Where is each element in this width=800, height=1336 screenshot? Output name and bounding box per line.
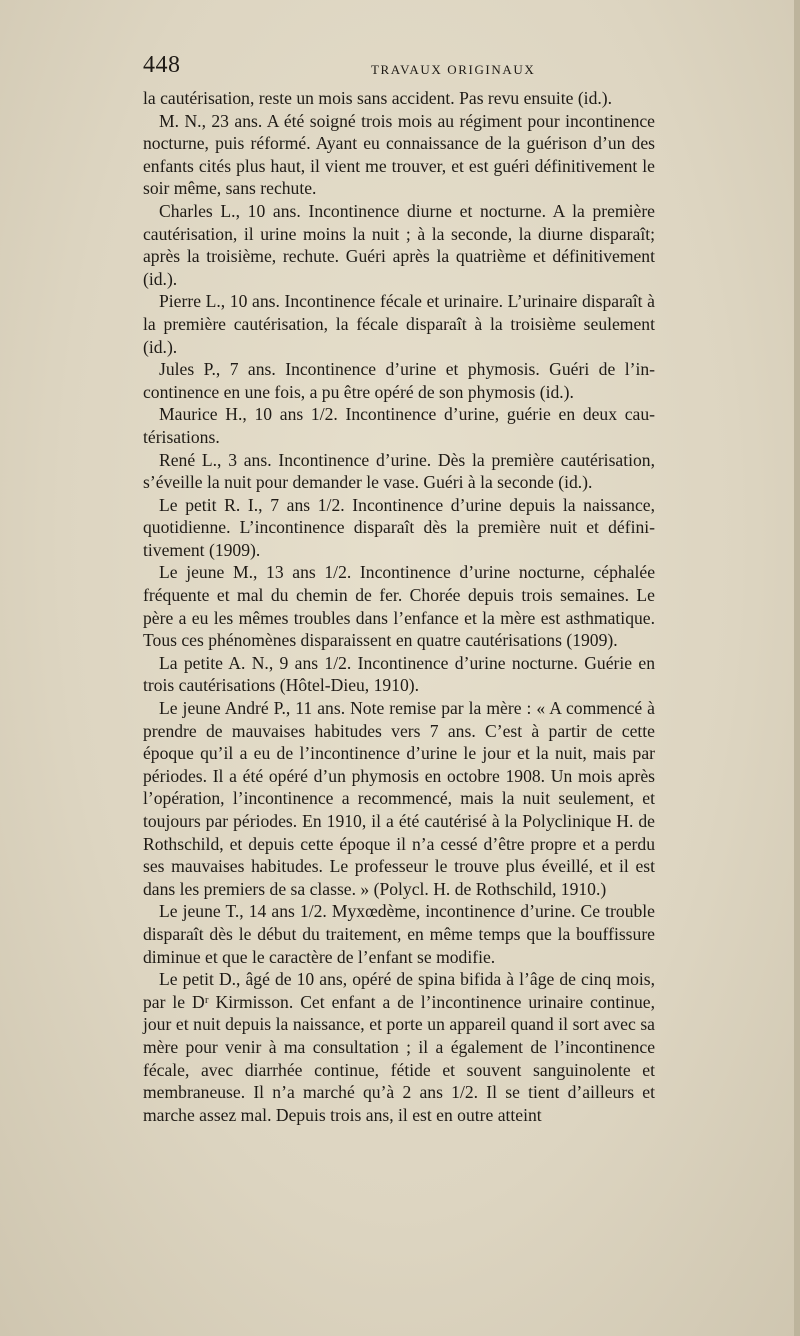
- case-rene-l: René L., 3 ans. Incontinence d’urine. Dès la première cautérisation, s’éveille la nuit pour demander le vase. Guéri à la seconde (id.).: [143, 449, 655, 493]
- case-maurice-h: Maurice H., 10 ans 1/2. Incontinence d’urine, guérie en deux cautérisations.: [143, 404, 655, 447]
- paragraph-continuation: la cautérisation, reste un mois sans accident. Pas revu ensuite (id.).: [143, 88, 613, 108]
- case-jeune-t: Le jeune T., 14 ans 1/2. Myxœdème, incontinence d’urine. Ce trouble disparaît dès le début du traitement, en même temps que la bouffissure diminue et que le caractère de l’enfant se modifie.: [143, 901, 655, 967]
- page-header: [143, 52, 655, 84]
- case-m-n: M. N., 23 ans. A été soigné trois mois au régiment pour incontinence nocturne, puis réformé. Ayant eu connaissance de la guérison d’un des enfants cités plus haut, il vient me trouver, et est guéri définitivement le soir même, sans rechute.: [143, 110, 655, 199]
- page-number: 448: [143, 52, 181, 78]
- case-charles-l: Charles L., 10 ans. Incontinence diurne et nocturne. A la première cautérisation, il urine moins la nuit ; à la seconde, la diurne disparaît; après la troisième, rechute. Guéri après la quatrième et définitivement (id.).: [143, 200, 655, 289]
- case-petit-r-i: Le petit R. I., 7 ans 1/2. Incontinence d’urine depuis la naissance, quotidienne. L’incontinence disparaît dès la première nuit et définitivement (1909).: [143, 494, 655, 560]
- running-title: TRAVAUX ORIGINAUX: [371, 62, 536, 77]
- case-petit-d: Le petit D., âgé de 10 ans, opéré de spina bifida à l’âge de cinq mois, par le Dʳ Kirmisson. Cet enfant a de l’incontinence urinaire continue, jour et nuit depuis la naissance, et porte un appareil quand il sort avec sa mère pour venir à ma consultation ; il a également de l’incontinence fécale, avec diarrhée continue, fétide et souvent sanguinolente et membraneuse. Il n’a marché qu’à 2 ans 1/2. Il se tient d’ailleurs et marche assez mal. Depuis trois ans, il est en outre atteint: [143, 969, 655, 1125]
- case-jeune-m: Le jeune M., 13 ans 1/2. Incontinence d’urine nocturne, céphalée fréquente et mal du chemin de fer. Chorée depuis trois semaines. Le père a eu les mêmes troubles dans l’enfance et la mère est asthmatique. Tous ces phénomènes disparaissent en quatre cautérisations (1909).: [143, 562, 655, 651]
- case-andre-p: Le jeune André P., 11 ans. Note remise par la mère : « A commencé à prendre de mauvaises habitudes vers 7 ans. C’est à partir de cette époque qu’il a eu de l’incontinence d’urine le jour et la nuit, mais par périodes. Il a été opéré d’un phymosis en octobre 1908. Un mois après l’opération, l’incontinence a recommencé, mais la nuit seulement, et toujours par périodes. En 1910, il a été cautérisé à la Polyclinique H. de Rothschild, et depuis cette époque il n’a cessé d’être propre et a perdu ses mauvaises habitudes. Le professeur le trouve plus éveillé, et il est dans les premiers de sa classe. » (Polycl. H. de Rothschild, 1910.): [143, 698, 655, 899]
- case-jules-p: Jules P., 7 ans. Incontinence d’urine et phymosis. Guéri de l’incontinence en une fois, a pu être opéré de son phymosis (id.).: [143, 359, 655, 402]
- case-pierre-l: Pierre L., 10 ans. Incontinence fécale et urinaire. L’urinaire disparaît à la première cautérisation, la fécale disparaît à la troisième seulement (id.).: [143, 291, 655, 357]
- case-petite-a-n: La petite A. N., 9 ans 1/2. Incontinence d’urine nocturne. Guérie en trois cautérisations (Hôtel-Dieu, 1910).: [143, 652, 655, 696]
- page-edge: [794, 0, 800, 1336]
- body-text: [143, 87, 655, 1126]
